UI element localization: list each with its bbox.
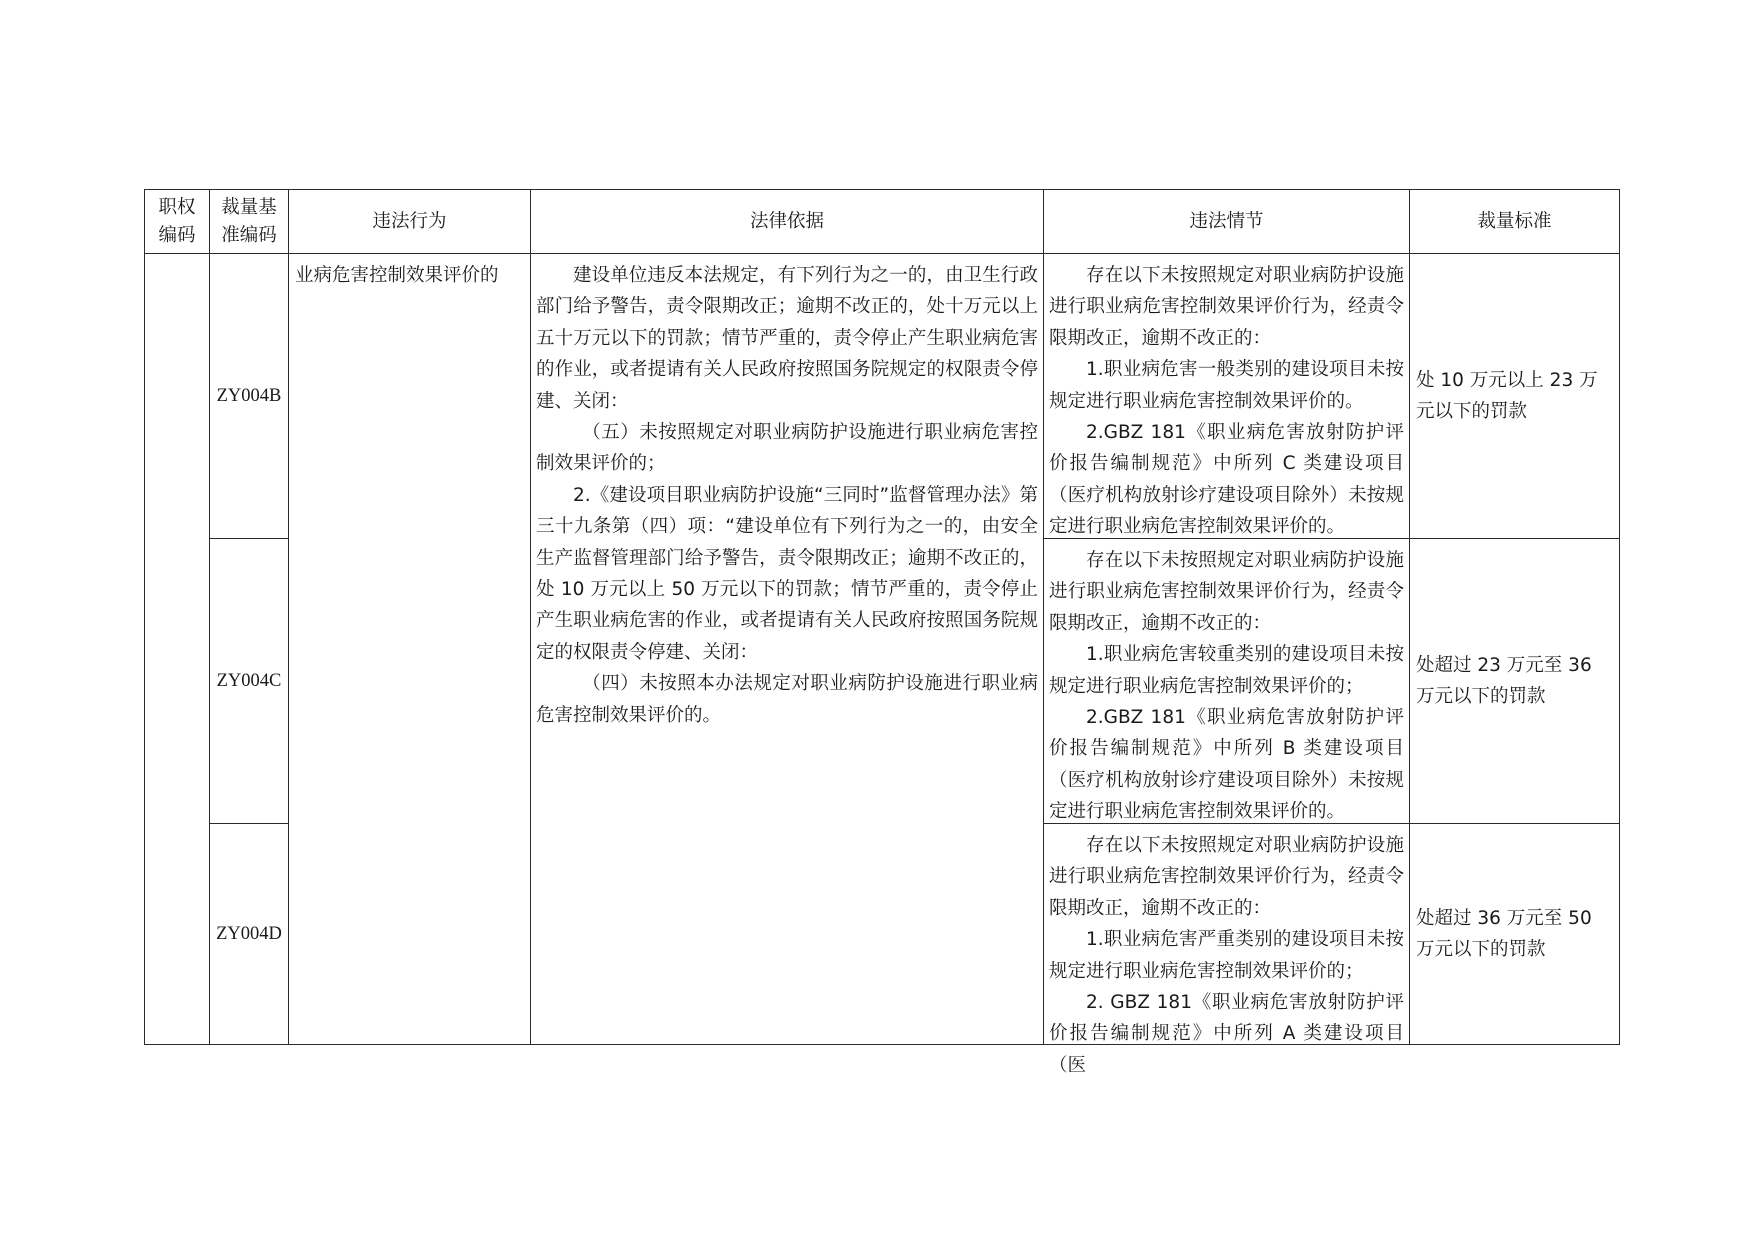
legal-basis-paragraph: （五）未按照规定对职业病防护设施进行职业病危害控制效果评价的；: [536, 422, 1038, 475]
authority-code-cell: [145, 254, 210, 1045]
legal-basis-paragraph: 建设单位违反本法规定，有下列行为之一的，由卫生行政部门给予警告，责令限期改正；逾期不改正的，处十万元以上五十万元以下的罚款；情节严重的，责令停止产生职业病危害的作业，或者提请有关人民政府按照国务院规定的权限责令停建、关闭：: [536, 265, 1038, 412]
discretion-benchmark-table: [144, 189, 1620, 1076]
circumstances-item: 1.职业病危害严重类别的建设项目未按规定进行职业病危害控制效果评价的；: [1049, 929, 1404, 982]
legal-basis-paragraph: （四）未按照本办法规定对职业病防护设施进行职业病危害控制效果评价的。: [536, 673, 1038, 726]
header-legal-basis: 法律依据: [531, 190, 1044, 254]
header-circumstances: 违法情节: [1044, 190, 1410, 254]
header-row: [145, 190, 1620, 254]
header-authority-code: 职权编码: [145, 190, 210, 254]
standard-cell: 处超过 36 万元至 50 万元以下的罚款: [1410, 824, 1620, 1045]
benchmark-code-cell: ZY004C: [210, 539, 289, 824]
circumstances-intro: 存在以下未按照规定对职业病防护设施进行职业病危害控制效果评价行为，经责令限期改正，逾期不改正的：: [1049, 550, 1404, 634]
table-row: [145, 254, 1620, 539]
legal-basis-paragraph: 2.《建设项目职业病防护设施“三同时”监督管理办法》第三十九条第（四）项：“建设单位有下列行为之一的，由安全生产监督管理部门给予警告，责令限期改正；逾期不改正的，处 10 万元以上 50 万元以下的罚款；情节严重的，责令停止产生职业病危害的作业，或者提请有关人民政府按照国务院规定的权限责令停建、关闭：: [536, 484, 1038, 663]
standard-cell: 处超过 23 万元至 36 万元以下的罚款: [1410, 539, 1620, 824]
legal-basis-cell: [531, 254, 1044, 1045]
circumstances-cell: [1044, 824, 1410, 1076]
illegal-act-cell: 业病危害控制效果评价的: [289, 254, 531, 1045]
circumstances-intro: 存在以下未按照规定对职业病防护设施进行职业病危害控制效果评价行为，经责令限期改正，逾期不改正的：: [1049, 835, 1404, 919]
header-illegal-act: 违法行为: [289, 190, 531, 254]
circumstances-item: 1.职业病危害较重类别的建设项目未按规定进行职业病危害控制效果评价的；: [1049, 644, 1404, 697]
standard-cell: 处 10 万元以上 23 万元以下的罚款: [1410, 254, 1620, 539]
circumstances-cell: [1044, 539, 1410, 824]
header-benchmark-code: 裁量基准编码: [210, 190, 289, 254]
circumstances-intro: 存在以下未按照规定对职业病防护设施进行职业病危害控制效果评价行为，经责令限期改正，逾期不改正的：: [1049, 265, 1404, 349]
benchmark-code-cell: ZY004D: [210, 824, 289, 1045]
circumstances-cell: [1044, 254, 1410, 539]
header-standard: 裁量标准: [1410, 190, 1620, 254]
benchmark-code-cell: ZY004B: [210, 254, 289, 539]
circumstances-item: 1.职业病危害一般类别的建设项目未按规定进行职业病危害控制效果评价的。: [1049, 359, 1404, 412]
circumstances-item: 2.GBZ 181《职业病危害放射防护评价报告编制规范》中所列 C 类建设项目（医疗机构放射诊疗建设项目除外）未按规定进行职业病危害控制效果评价的。: [1049, 422, 1404, 538]
circumstances-item: 2. GBZ 181《职业病危害放射防护评价报告编制规范》中所列 A 类建设项目（医: [1049, 992, 1404, 1076]
circumstances-item: 2.GBZ 181《职业病危害放射防护评价报告编制规范》中所列 B 类建设项目（医疗机构放射诊疗建设项目除外）未按规定进行职业病危害控制效果评价的。: [1049, 707, 1404, 823]
